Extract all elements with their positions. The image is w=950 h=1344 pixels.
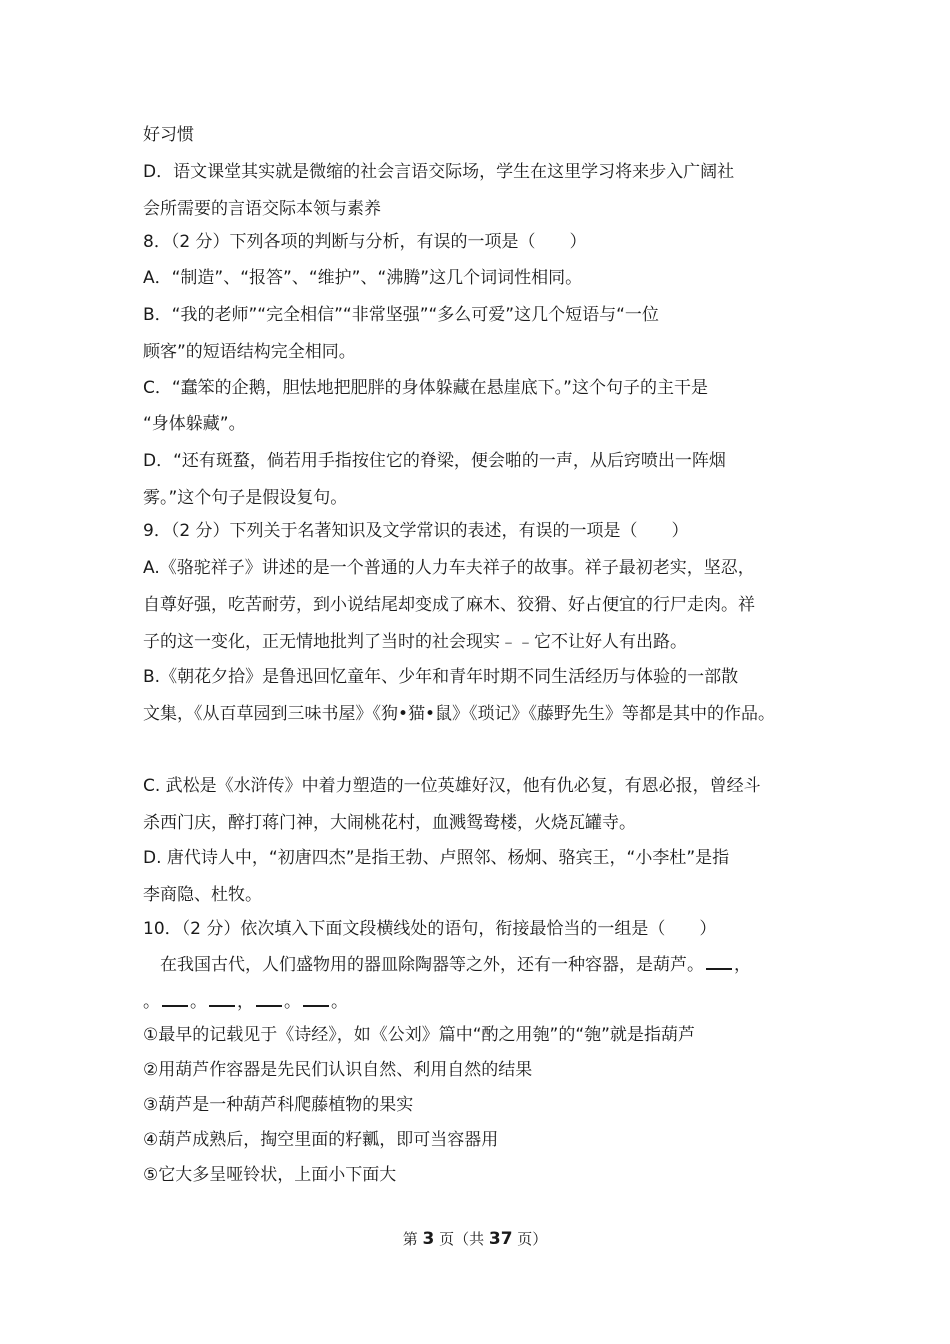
text-line: 好习惯 (143, 125, 194, 145)
blank-comma: ， (237, 992, 254, 1012)
text-line: 会所需要的言语交际本领与素养 (143, 199, 381, 219)
question-8-option-c: C．“蠢笨的企鹅，胆怯地把肥胖的身体躲藏在悬崖底下。”这个句子的主干是 (143, 378, 708, 398)
sentence-option-3: ③葫芦是一种葫芦科爬藤植物的果实 (143, 1095, 414, 1115)
fill-blank (256, 991, 282, 1007)
question-9-option-b: B.《朝花夕拾》是鲁迅回忆童年、少年和青年时期不同生活经历与体验的一部散 (143, 667, 739, 687)
page-footer (0, 1228, 950, 1250)
blank-period: 。 (331, 992, 348, 1012)
question-8-option-a: A．“制造”、“报答”、“维护”、“沸腾”这几个词词性相同。 (143, 268, 583, 288)
blank-period: 。 (143, 992, 160, 1012)
text-line: “身体躲藏”。 (143, 414, 246, 434)
text-line: 杀西门庆，醉打蒋门神，大闹桃花村，血溅鸳鸯楼，火烧瓦罐寺。 (143, 813, 636, 833)
question-10-passage (160, 953, 751, 977)
footer-middle: 页（共 (434, 1230, 489, 1248)
question-9-option-c: C. 武松是《水浒传》中着力塑造的一位英雄好汉，他有仇必复，有恩必报，曾经斗 (143, 776, 761, 796)
fill-blank (162, 991, 188, 1007)
text-line: 顾客”的短语结构完全相同。 (143, 342, 356, 362)
sentence-option-4: ④葫芦成熟后，掏空里面的籽瓤，即可当容器用 (143, 1130, 499, 1150)
sentence-option-2: ②用葫芦作容器是先民们认识自然、利用自然的结果 (143, 1060, 533, 1080)
question-8-stem: 8．（2 分）下列各项的判断与分析，有误的一项是（ ） (143, 232, 587, 252)
question-7-option-d: D．语文课堂其实就是微缩的社会言语交际场，学生在这里学习将来步入广阔社 (143, 162, 735, 182)
blank-period: 。 (190, 992, 207, 1012)
footer-suffix: 页） (512, 1230, 548, 1248)
text-line: 自尊好强，吃苦耐劳，到小说结尾却变成了麻木、狡猾、好占便宜的行尸走肉。祥 (143, 595, 755, 615)
fill-blank (209, 991, 235, 1007)
sentence-option-5: ⑤它大多呈哑铃状，上面小下面大 (143, 1165, 397, 1185)
text-line: 李商隐、杜牧。 (143, 885, 262, 905)
question-8-option-b: B．“我的老师”“完全相信”“非常坚强”“多么可爱”这几个短语与“一位 (143, 305, 659, 325)
passage-text: 在我国古代，人们盛物用的器皿除陶器等之外，还有一种容器，是葫芦。 (160, 955, 704, 975)
text-line: 文集，《从百草园到三味书屋》《狗•猫•鼠》《琐记》《藤野先生》等都是其中的作品。 (143, 704, 776, 724)
page-number: 3 (422, 1229, 435, 1249)
question-10-blanks (143, 990, 348, 1014)
question-9-stem: 9．（2 分）下列关于名著知识及文学常识的表述，有误的一项是（ ） (143, 521, 689, 541)
fill-blank (706, 954, 732, 970)
question-10-stem: 10．（2 分）依次填入下面文段横线处的语句，衔接最恰当的一组是（ ） (143, 919, 717, 939)
question-8-option-d: D．“还有斑蝥，倘若用手指按住它的脊梁，便会啪的一声，从后窍喷出一阵烟 (143, 451, 726, 471)
text-line: 雾。”这个句子是假设复句。 (143, 488, 348, 508)
fill-blank (303, 991, 329, 1007)
passage-comma: ， (734, 955, 751, 975)
sentence-option-1: ①最早的记载见于《诗经》，如《公刘》篇中“酌之用匏”的“匏”就是指葫芦 (143, 1025, 695, 1045)
total-pages: 37 (488, 1229, 513, 1249)
question-9-option-a: A.《骆驼祥子》讲述的是一个普通的人力车夫祥子的故事。祥子最初老实，坚忍， (143, 558, 755, 578)
question-9-option-d: D. 唐代诗人中，“初唐四杰”是指王勃、卢照邻、杨炯、骆宾王，“小李杜”是指 (143, 848, 730, 868)
blank-period: 。 (284, 992, 301, 1012)
text-line: 子的这一变化，正无情地批判了当时的社会现实﹣﹣它不让好人有出路。 (143, 632, 687, 652)
footer-prefix: 第 (402, 1230, 423, 1248)
